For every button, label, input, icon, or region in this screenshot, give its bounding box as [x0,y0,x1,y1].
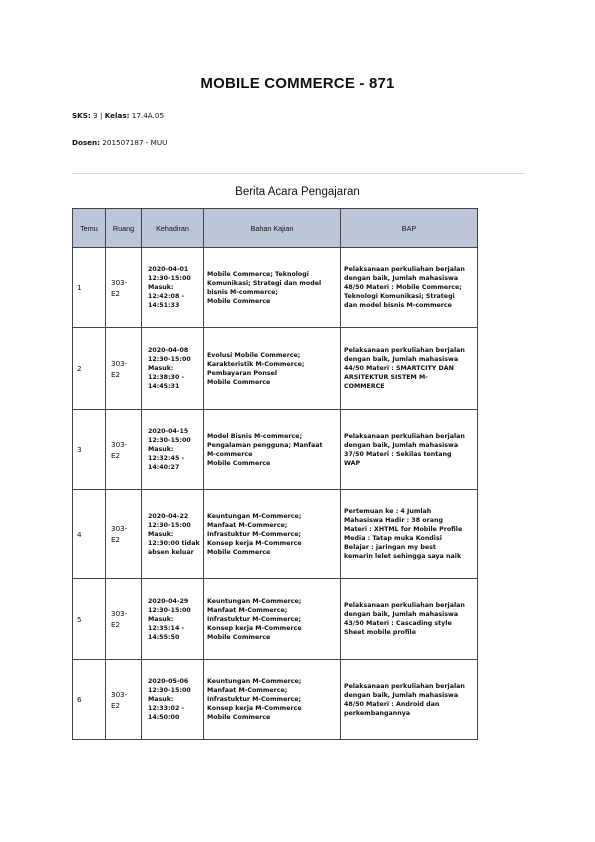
ruang-line: 303- [111,358,128,368]
bahan-line: Model Bisnis M-commerce; [207,432,302,440]
course-meta [72,111,164,120]
bap-line: dengan baik, Jumlah mahasiswa [344,691,459,699]
bap-line: Sheet mobile profile [344,629,416,636]
bahan-line: Mobile Commerce [207,378,271,386]
kehadiran-line: absen keluar [148,548,194,556]
divider [72,173,524,174]
bahan-line: Manfaat M-Commerce; [207,606,288,614]
cell-ruang [106,490,142,579]
cell-kehadiran [142,410,204,490]
bap-line: Media : Tatap muka Kondisi [344,535,442,542]
table-header-row [73,209,478,248]
kehadiran-line: 14:51:33 [148,302,180,309]
kehadiran-line: 12:42:08 - [148,293,185,300]
bahan-line: Keuntungan M-Commerce; [207,597,302,605]
bap-line: 43/50 Materi : Cascading style [344,620,452,627]
bahan-line: Keuntungan M-Commerce; [207,678,302,685]
ruang-line: 303- [111,439,128,449]
kehadiran-line: 12:30-15:00 [148,437,191,444]
kehadiran-line: 12:30-15:00 [148,275,191,282]
kehadiran-line: Masuk: [148,615,174,623]
kehadiran-line: 2020-04-08 [148,347,189,354]
kehadiran-line: 2020-04-22 [148,512,189,520]
kehadiran-line: 12:30-15:00 [148,687,191,694]
kehadiran-line: Masuk: [148,284,174,291]
bap-line: WAP [344,459,361,467]
cell-bap [341,248,478,328]
bap-line: Pertemuan ke : 4 Jumlah [344,508,432,515]
kehadiran-line: 12:38:30 - [148,374,185,381]
bap-line: Pelaksanaan perkuliahan berjalan [344,602,465,609]
bahan-line: Karakteristik M-Commerce; [207,360,305,368]
header-temu: Temu [73,209,106,248]
ruang-line: 303- [111,689,128,699]
kehadiran-line: 12:32:45 - [148,455,185,462]
bahan-line: Mobile Commerce [207,297,271,305]
table-row [73,410,478,490]
cell-temu: 6 [73,660,106,740]
table-row [73,248,478,328]
kehadiran-line: Masuk: [148,365,174,372]
cell-temu: 4 [73,490,106,579]
bahan-line: Konsep kerja M-Commerce [207,624,302,632]
sks-value: 3 [93,111,98,120]
cell-bap [341,579,478,660]
cell-ruang [106,660,142,740]
bahan-line: Evolusi Mobile Commerce; [207,351,301,359]
cell-kehadiran [142,248,204,328]
bap-line: Pelaksanaan perkuliahan berjalan [344,347,465,354]
bahan-line: Mobile Commerce [207,714,271,721]
kehadiran-line: 12:30:00 tidak [148,539,200,547]
cell-ruang [106,328,142,410]
dosen-value: 201507187 - MUU [102,138,168,147]
bap-line: 48/50 Materi : Mobile Commerce; [344,284,462,291]
table-row [73,660,478,740]
bahan-line: Konsep kerja M-Commerce [207,705,302,712]
cell-bahan-kajian [204,660,341,740]
header-bahan-kajian: Bahan Kajian [204,209,341,248]
header-kehadiran: Kehadiran [142,209,204,248]
cell-ruang [106,248,142,328]
cell-ruang [106,579,142,660]
meta-separator: | [99,111,103,120]
kehadiran-line: 12:35:14 - [148,624,185,632]
cell-bap [341,660,478,740]
bap-line: Pelaksanaan perkuliahan berjalan [344,682,465,690]
cell-kehadiran [142,490,204,579]
kehadiran-line: 12:30-15:00 [148,356,191,363]
kehadiran-line: 14:45:31 [148,383,180,390]
bap-line: dengan baik, Jumlah mahasiswa [344,441,459,449]
cell-bap [341,410,478,490]
ruang-line: 303- [111,609,128,618]
ruang-line: E2 [111,620,121,629]
kehadiran-line: 2020-04-29 [148,597,189,605]
kelas-value: 17.4A.05 [131,111,165,120]
bahan-line: Mobile Commerce [207,548,271,556]
kehadiran-line: Masuk: [148,530,174,538]
bap-line: Materi : XHTML for Mobile Profile [344,526,463,533]
section-title: Berita Acara Pengajaran [235,186,360,198]
bap-line: 48/50 Materi : Android dan [344,700,440,708]
bahan-line: Mobile Commerce [207,459,271,467]
bap-line: kemarin lelet sehingga saya naik [344,553,462,560]
bap-line: Teknologi Komunikasi; Strategi [344,293,455,300]
bahan-line: Mobile Commerce; Teknologi [207,270,309,278]
bap-line: Pelaksanaan perkuliahan berjalan [344,266,465,273]
bahan-line: Infrastuktur M-Commerce; [207,530,301,538]
cell-bahan-kajian [204,579,341,660]
ruang-line: E2 [111,700,121,710]
bap-line: dengan baik, Jumlah mahasiswa [344,356,459,363]
bahan-line: Komunikasi; Strategi dan model [207,279,322,287]
cell-ruang [106,410,142,490]
bahan-line: bisnis M-commerce; [207,288,278,296]
table-row [73,490,478,579]
kehadiran-line: 2020-04-15 [148,428,189,435]
kehadiran-line: 12:33:02 - [148,705,185,712]
bahan-line: Mobile Commerce [207,633,271,641]
cell-bahan-kajian [204,328,341,410]
ruang-line: 303- [111,277,128,287]
bap-line: ARSITEKTUR SISTEM M- [344,374,428,381]
kehadiran-line: 12:30-15:00 [148,521,191,529]
bahan-line: Pembayaran Ponsel [207,369,277,377]
page-title: MOBILE COMMERCE - 871 [200,75,395,92]
kelas-label: Kelas: [104,111,130,120]
bahan-line: Keuntungan M-Commerce; [207,512,302,520]
bap-line: perkembangannya [344,709,411,717]
ruang-line: E2 [111,450,121,460]
cell-temu: 3 [73,410,106,490]
bap-line: dengan baik, Jumlah mahasiswa [344,275,459,282]
kehadiran-line: 14:40:27 [148,464,180,471]
kehadiran-line: Masuk: [148,696,174,703]
ruang-line: E2 [111,369,121,379]
kehadiran-line: 14:55:50 [148,633,180,641]
cell-bap [341,490,478,579]
dosen-label: Dosen: [72,138,101,147]
kehadiran-line: 12:30-15:00 [148,606,191,614]
bap-line: Pelaksanaan perkuliahan berjalan [344,432,465,440]
table-row [73,328,478,410]
cell-temu: 2 [73,328,106,410]
bap-line: Mahasiswa Hadir : 38 orang [344,517,443,524]
bahan-line: Infrastuktur M-Commerce; [207,696,301,703]
table-row [73,579,478,660]
bap-line: COMMERCE [344,383,385,390]
bap-table [72,208,478,740]
ruang-line: 303- [111,524,128,533]
bap-line: Belajar : jaringan my best [344,544,436,551]
cell-kehadiran [142,660,204,740]
header-ruang: Ruang [106,209,142,248]
bahan-line: Pengalaman pengguna; Manfaat [207,441,323,449]
kehadiran-line: 14:50:00 [148,714,180,721]
bahan-line: Manfaat M-Commerce; [207,687,288,694]
cell-bahan-kajian [204,410,341,490]
cell-temu: 1 [73,248,106,328]
cell-bahan-kajian [204,248,341,328]
ruang-line: E2 [111,288,121,298]
kehadiran-line: 2020-04-01 [148,266,189,273]
bahan-line: Konsep kerja M-Commerce [207,539,302,547]
bahan-line: M-commerce [207,450,253,458]
cell-bap [341,328,478,410]
header-bap: BAP [341,209,478,248]
bahan-line: Infrastuktur M-Commerce; [207,615,301,623]
cell-bahan-kajian [204,490,341,579]
cell-temu: 5 [73,579,106,660]
cell-kehadiran [142,328,204,410]
ruang-line: E2 [111,535,121,544]
bap-line: 37/50 Materi : Sekilas tentang [344,450,452,458]
kehadiran-line: 2020-05-06 [148,678,189,685]
cell-kehadiran [142,579,204,660]
kehadiran-line: Masuk: [148,446,174,453]
bap-line: dan model bisnis M-commerce [344,302,452,309]
sks-label: SKS: [72,111,91,120]
bahan-line: Manfaat M-Commerce; [207,521,288,529]
lecturer-meta [72,138,167,147]
bap-line: 44/50 Materi : SMARTCITY DAN [344,365,454,372]
bap-line: dengan baik, Jumlah mahasiswa [344,611,459,618]
